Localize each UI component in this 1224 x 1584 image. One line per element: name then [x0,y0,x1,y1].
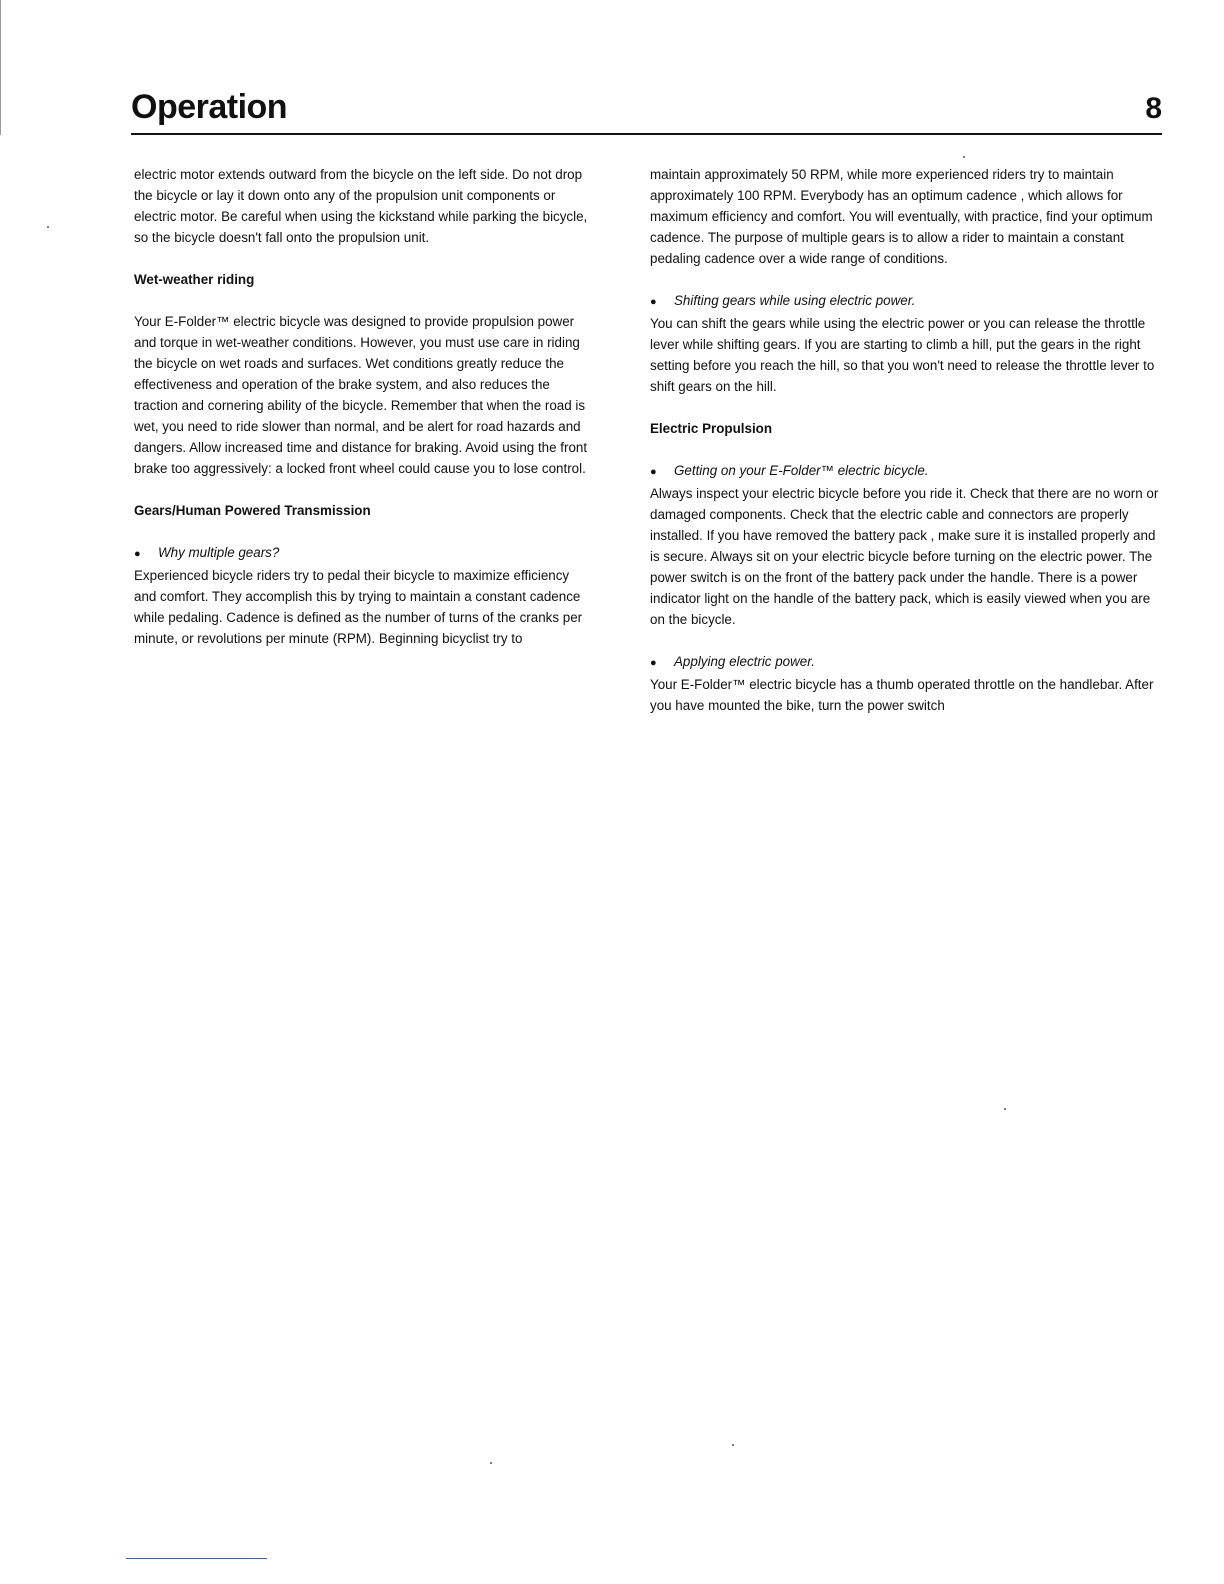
scan-speck [732,1444,734,1446]
shifting-paragraph: You can shift the gears while using the electric power or you can release the throttle lever while shifting gears. If you are starting to climb a hill, put the gears in the right setting before you reach the hill, so that you won't need to release the throttle lever to shift gears on the hill. [650,316,1155,394]
right-column [650,164,1168,716]
applying-power-paragraph: Your E-Folder™ electric bicycle has a thumb operated throttle on the handlebar. After you have mounted the bike, turn the power switch [650,677,1154,713]
header-divider [131,133,1162,135]
intro-paragraph: electric motor extends outward from the bicycle on the left side. Do not drop the bicycle or lay it down onto any of the propulsion unit components or electric motor. Be careful when using the kickstand while parking the bicycle, so the bicycle doesn't fall onto the propulsion unit. [134,167,588,245]
electric-propulsion-heading: Electric Propulsion [650,421,773,436]
bullet-item [650,651,1168,674]
bullet-icon: ● [650,296,657,308]
scan-speck [47,226,49,228]
bullet-item [650,460,1168,483]
gears-continued-paragraph: maintain approximately 50 RPM, while more experienced riders try to maintain approximately 100 RPM. Everybody has an optimum cadence , which allows for maximum efficiency and comfort. You will eventually, with practice, find your optimum cadence. The purpose of multiple gears is to allow a rider to maintain a constant pedaling cadence over a wide range of conditions. [650,167,1153,266]
bullet-label: Shifting gears while using electric power. [674,293,916,308]
bullet-label: Applying electric power. [674,654,815,669]
footer-rule [126,1558,267,1559]
scan-speck [490,1462,492,1464]
wet-weather-paragraph: Your E-Folder™ electric bicycle was designed to provide propulsion power and torque in wet-weather conditions. However, you must use care in riding the bicycle on wet roads and surfaces. Wet conditions greatly reduce the effectiveness and operation of the brake system, and also reduces the traction and cornering ability of the bicycle. Remember that when the road is wet, you need to ride slower than normal, and be alert for road hazards and dangers. Allow increased time and distance for braking. Avoid using the front brake too aggressively: a locked front wheel could cause you to lose control. [134,314,588,476]
scan-speck [963,156,965,158]
scan-edge-mark [0,0,1,135]
bullet-label: Why multiple gears? [158,545,280,560]
getting-on-paragraph: Always inspect your electric bicycle before you ride it. Check that there are no worn or damaged components. Check that the electric cable and connectors are properly installed. If you have removed the battery pack , make sure it is installed properly and is secure. Always sit on your electric bicycle before turning on the electric power. The power switch is on the front of the battery pack under the handle. There is a power indicator light on the handle of the battery pack, which is easily viewed when you are on the bicycle. [650,486,1159,627]
page-number: 8 [1145,92,1162,125]
bullet-item [650,290,1168,313]
wet-weather-heading: Wet-weather riding [134,272,255,287]
page-title: Operation [131,88,288,126]
bullet-label: Getting on your E-Folder™ electric bicycle. [674,463,929,478]
scan-speck [1004,1108,1006,1110]
gears-paragraph: Experienced bicycle riders try to pedal their bicycle to maximize efficiency and comfort. They accomplish this by trying to maintain a constant cadence while pedaling. Cadence is defined as the number of turns of the cranks per minute, or revolutions per minute (RPM). Beginning bicyclist try to [134,568,583,646]
left-column [134,164,594,649]
bullet-icon: ● [134,548,141,560]
gears-heading: Gears/Human Powered Transmission [134,503,371,518]
bullet-item [134,542,594,565]
bullet-icon: ● [650,466,657,478]
page-header [131,88,1162,132]
bullet-icon: ● [650,657,657,669]
